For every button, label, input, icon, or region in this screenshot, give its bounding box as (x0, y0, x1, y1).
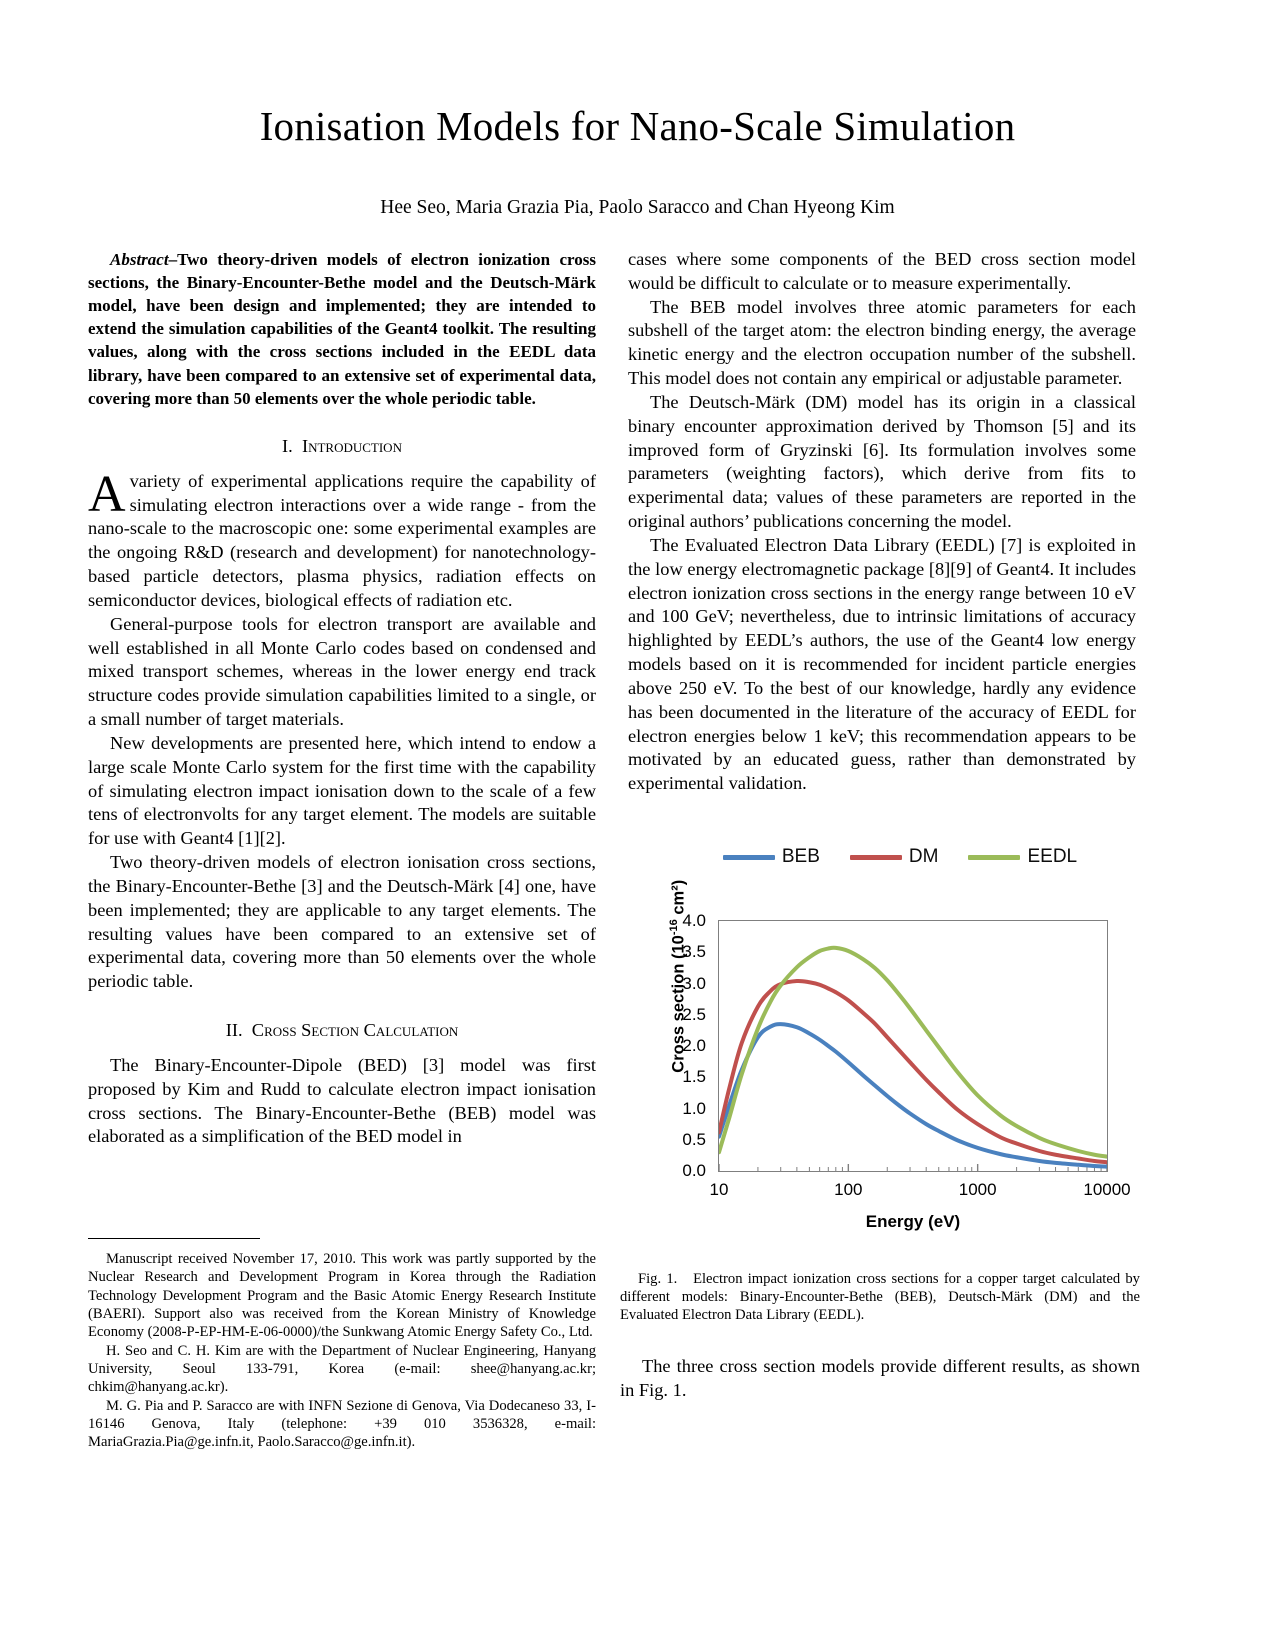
x-axis-tick-label: 10 (709, 1180, 729, 1199)
page-title: Ionisation Models for Nano-Scale Simulation (259, 103, 1016, 149)
section-heading-introduction (88, 436, 596, 457)
y-axis-tick-label: 4.0 (682, 911, 706, 930)
drop-cap: A (88, 465, 126, 523)
legend-label-eedl: EEDL (1027, 846, 1078, 867)
section-title: Introduction (301, 435, 402, 456)
figure-caption-label: Fig. 1. (638, 1271, 678, 1287)
figure-caption (620, 1270, 1140, 1325)
chart-series-dm (719, 981, 1107, 1162)
legend-item-beb (723, 846, 820, 868)
closing-block (620, 1355, 1140, 1403)
abstract-paragraph (88, 248, 596, 410)
legend-item-dm (850, 846, 939, 868)
footnote-item: Manuscript received November 17, 2010. This work was partly supported by the Nuclear Research and Development Program in Korea through the Radiation Technology Development Program and the Basic Atomic Energy Research Institute (BAERI). Support also was received from the Korean Ministry of Knowledge Economy (2008-P-EP-HM-E-06-0000)/the Sunkwang Atomic Energy Safety Co., Ltd. (88, 1251, 596, 1341)
y-axis-tick-label: 1.0 (682, 1098, 706, 1118)
intro-paragraph-3: New developments are presented here, which intend to endow a large scale Monte Carlo system for the first time with the capability of simulating electron impact ionisation down to the scale of a few tens of electronvolts for any target element. The models are suitable for use with Geant4 [1][2]. (88, 732, 596, 849)
footnote-item: H. Seo and C. H. Kim are with the Department of Nuclear Engineering, Hanyang University, Seoul 133-791, Korea (e-mail: shee@hanyang.ac.kr; chkim@hanyang.ac.kr). (88, 1342, 596, 1396)
y-axis-label-tail: cm²) (669, 879, 688, 920)
y-axis-tick-label: 0.5 (682, 1129, 706, 1149)
x-axis-tick-label: 100 (834, 1180, 863, 1199)
section-number: I. (282, 435, 293, 456)
right-paragraph-4: The Evaluated Electron Data Library (EEDL) [7] is exploited in the low energy electromagnetic package [8][9] of Geant4. It includes electron ionization cross sections in the energy range between 10 eV and 100 GeV; nevertheless, due to intrinsic limitations of accuracy highlighted by EEDL’s authors, the use of the Geant4 low energy models based on it is recommended for incident particle energies above 250 eV. To the best of our knowledge, hardly any evidence has been documented in the literature of the accuracy of EEDL for electron energies below 1 keV; this recommendation appears to be motivated by an educated guess, rather than demonstrated by experimental validation. (628, 534, 1136, 794)
legend-label-dm: DM (908, 846, 939, 867)
abstract-text: Two theory-driven models of electron ionization cross sections, the Binary-Encounter-Bethe model and the Deutsch-Märk model, have been design and implemented; they are intended to extend the simulation capabilities of the Geant4 toolkit. The resulting values, along with the cross sections included in the EEDL data library, have been compared to an extensive set of experimental data, covering more than 50 elements over the whole periodic table. (88, 250, 596, 408)
y-axis-label-head: Cross section (10 (669, 935, 688, 1073)
x-axis-tick-labels (709, 1180, 1131, 1206)
footnote-item: M. G. Pia and P. Saracco are with INFN Sezione di Genova, Via Dodecaneso 33, I-16146 Genova, Italy (telephone: +39 010 3536328, e-mail: MariaGrazia.Pia@ge.infn.it, Paolo.Saracco@ge.infn.it). (88, 1397, 596, 1451)
figure-caption-text: Electron impact ionization cross sections for a copper target calculated by different models: Binary-Encounter-Bethe (BEB), Deutsch-Märk (DM) and the Evaluated Electron Data Library (EEDL). (620, 1271, 1140, 1324)
footnote-block (88, 1238, 596, 1451)
chart-svg (719, 921, 1107, 1171)
legend-item-eedl (968, 846, 1077, 868)
figure-1 (620, 846, 1140, 1231)
legend-swatch-dm (850, 855, 902, 860)
y-axis-tick-label: 2.5 (682, 1004, 706, 1024)
author-list: Hee Seo, Maria Grazia Pia, Paolo Saracco and Chan Hyeong Kim (380, 197, 895, 219)
y-axis-tick-label: 3.0 (682, 973, 706, 993)
right-paragraph-3: The Deutsch-Märk (DM) model has its origin in a classical binary encounter approximation derived by Thomson [5] and its improved form of Gryzinski [6]. Its formulation involves some parameters (weighting factors), which derive from fits to experimental data; values of these parameters are reported in the original authors’ publications concerning the model. (628, 391, 1136, 532)
chart-plot-box (620, 874, 1140, 1231)
y-axis-ticks (658, 911, 712, 1180)
y-axis-tick-label: 2.0 (682, 1036, 706, 1055)
legend-swatch-beb (723, 855, 775, 860)
x-axis-tick-label: 1000 (958, 1180, 997, 1199)
section-heading-cross-section (88, 1020, 596, 1041)
intro-paragraph-4: Two theory-driven models of electron ionisation cross sections, the Binary-Encounter-Bethe [3] and the Deutsch-Märk [4] one, have been implemented; they are applicable to any target elements. The resulting values have been compared to an extensive set of experimental data, covering more than 50 elements over the whole periodic table. (88, 852, 596, 992)
chart-legend (620, 846, 1140, 868)
x-axis-tick-label: 10000 (1083, 1180, 1131, 1199)
intro-paragraph-2: General-purpose tools for electron transport are available and well established in all Monte Carlo codes based on condensed and mixed transport schemes, whereas in the lower energy end track structure codes provide simulation capabilities limited to a single, or a small number of target materials. (88, 613, 596, 730)
section-number: II. (225, 1019, 243, 1040)
intro-paragraph-1 (88, 465, 596, 613)
chart-plot-area (718, 920, 1108, 1172)
abstract-label: Abstract (110, 250, 169, 269)
y-axis-tick-label: 0.0 (682, 1161, 706, 1180)
right-paragraph-2: The BEB model involves three atomic parameters for each subshell of the target atom: the electron binding energy, the average kinetic energy and the electron occupation number of the subshell. This model does not contain any empirical or adjustable parameter. (628, 296, 1136, 389)
intro-paragraph-1-text: variety of experimental applications require the capability of simulating electron interactions over a wide range - from the nano-scale to the macroscopic one: some experimental examples are the ongoing R&D (research and development) for nanotechnology-based particle detectors, plasma physics, radiation effects on semiconductor devices, biological effects of radiation etc. (88, 470, 596, 610)
legend-label-beb: BEB (781, 846, 820, 867)
y-axis-tick-label: 3.5 (682, 942, 706, 962)
footnote-list (88, 1250, 596, 1451)
y-axis-tick-label: 1.5 (682, 1067, 706, 1087)
chart-series-eedl (719, 948, 1107, 1157)
y-axis-label-exponent: -16 (667, 919, 680, 936)
legend-swatch-eedl (968, 855, 1020, 860)
cross-section-paragraph-1: The Binary-Encounter-Dipole (BED) [3] model was first proposed by Kim and Rudd to calculate electron impact ionisation cross sections. The Binary-Encounter-Bethe (BEB) model was elaborated as a simplification of the BED model in (88, 1054, 596, 1147)
left-column (88, 248, 596, 1149)
x-axis-label: Energy (eV) (865, 1212, 961, 1231)
right-paragraph-1: cases where some components of the BED cross section model would be difficult to calculate or to measure experimentally. (628, 249, 1136, 293)
abstract-dash: – (168, 250, 178, 269)
section-title: Cross Section Calculation (251, 1019, 459, 1040)
footnote-rule (88, 1238, 260, 1239)
chart-series-beb (719, 1024, 1107, 1167)
closing-paragraph: The three cross section models provide different results, as shown in Fig. 1. (620, 1356, 1140, 1400)
